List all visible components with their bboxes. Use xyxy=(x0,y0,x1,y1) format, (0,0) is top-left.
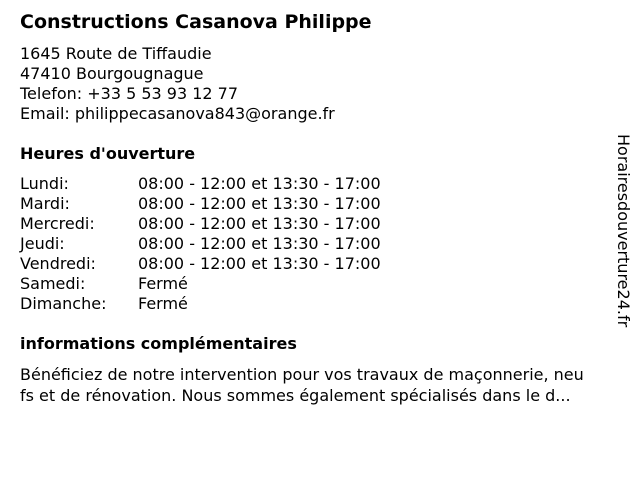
hours-day: Mercredi: xyxy=(20,214,95,233)
phone-text: Telefon: +33 5 53 93 12 77 xyxy=(20,84,239,103)
hours-day: Lundi: xyxy=(20,174,69,193)
hours-time: 08:00 - 12:00 et 13:30 - 17:00 xyxy=(138,194,381,213)
hours-day: Jeudi: xyxy=(20,234,65,253)
info-line: Bénéficiez de notre intervention pour vos travaux de maçonnerie, neu xyxy=(20,365,584,384)
hours-day: Samedi: xyxy=(20,274,86,293)
hours-time: 08:00 - 12:00 et 13:30 - 17:00 xyxy=(138,234,381,253)
hours-time: 08:00 - 12:00 et 13:30 - 17:00 xyxy=(138,254,381,273)
hours-time: 08:00 - 12:00 et 13:30 - 17:00 xyxy=(138,174,381,193)
hours-day: Dimanche: xyxy=(20,294,107,313)
address-city: 47410 Bourgougnague xyxy=(20,64,204,83)
contact-block xyxy=(20,44,335,124)
business-name: Constructions Casanova Philippe xyxy=(20,11,372,33)
email-text: Email: philippecasanova843@orange.fr xyxy=(20,104,335,123)
address-street: 1645 Route de Tiffaudie xyxy=(20,44,212,63)
site-watermark: Horairesdouverture24.fr xyxy=(614,134,633,328)
info-heading: informations complémentaires xyxy=(20,334,297,353)
hours-day: Mardi: xyxy=(20,194,70,213)
hours-day: Vendredi: xyxy=(20,254,96,273)
info-line: fs et de rénovation. Nous sommes également spécialisés dans le d... xyxy=(20,386,571,405)
hours-heading: Heures d'ouverture xyxy=(20,144,196,163)
hours-time: Fermé xyxy=(138,274,188,293)
hours-time: Fermé xyxy=(138,294,188,313)
hours-time: 08:00 - 12:00 et 13:30 - 17:00 xyxy=(138,214,381,233)
info-description xyxy=(20,364,632,406)
